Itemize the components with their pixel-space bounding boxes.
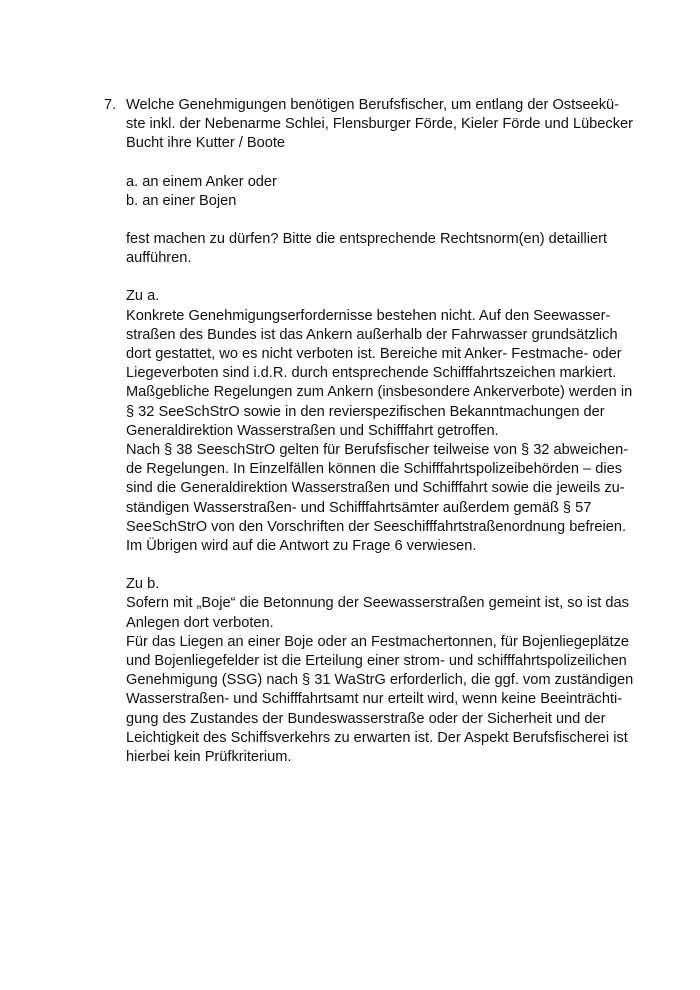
answer-a-line: de Regelungen. In Einzelfällen können die Schifffahrtspolizeibehörden – dies bbox=[126, 461, 623, 478]
question-text bbox=[126, 96, 633, 154]
answer-b-line: hierbei kein Prüfkriterium. bbox=[126, 749, 292, 766]
closing-line: fest machen zu dürfen? Bitte die entsprechende Rechtsnorm(en) detailliert bbox=[126, 231, 608, 248]
answer-a bbox=[126, 287, 633, 556]
question-options bbox=[126, 173, 624, 211]
answer-b-line: Wasserstraßen- und Schifffahrtsamt nur erteilt wird, wenn keine Beeinträchti- bbox=[126, 691, 623, 708]
question-line: Bucht ihre Kutter / Boote bbox=[126, 135, 285, 152]
question-closing bbox=[126, 230, 624, 268]
answer-b bbox=[126, 575, 634, 767]
answer-a-line: § 32 SeeSchStrO sowie in den revierspezifischen Bekanntmachungen der bbox=[126, 403, 605, 420]
answer-a-line: Nach § 38 SeeschStrO gelten für Berufsfischer teilweise von § 32 abweichen- bbox=[126, 442, 629, 459]
answer-a-line: SeeSchStrO von den Vorschriften der Seeschifffahrtstraßenordnung befreien. bbox=[126, 518, 626, 535]
answer-a-line: Generaldirektion Wasserstraßen und Schifffahrt getroffen. bbox=[126, 422, 499, 439]
answer-b-line: Anlegen dort verboten. bbox=[126, 614, 274, 631]
answer-a-heading: Zu a. bbox=[126, 288, 160, 305]
question-line: Welche Genehmigungen benötigen Berufsfischer, um entlang der Ostseekü- bbox=[126, 97, 619, 113]
question-number: 7. bbox=[104, 97, 117, 113]
answer-a-line: Maßgebliche Regelungen zum Ankern (insbesondere Ankerverbote) werden in bbox=[126, 384, 633, 401]
answer-a-line: Im Übrigen wird auf die Antwort zu Frage 6 verwiesen. bbox=[126, 538, 477, 555]
answer-a-line: dort gestattet, wo es nicht verboten ist. Bereiche mit Anker- Festmache- oder bbox=[126, 346, 622, 363]
answer-a-line: Konkrete Genehmigungserfordernisse bestehen nicht. Auf den Seewasser- bbox=[126, 307, 611, 324]
answer-a-line: Liegeverboten sind i.d.R. durch entsprechende Schifffahrtszeichen markiert. bbox=[126, 365, 617, 382]
answer-b-line: und Bojenliegefelder ist die Erteilung einer strom- und schifffahrtspolizeilichen bbox=[126, 653, 627, 670]
answer-a-line: straßen des Bundes ist das Ankern außerhalb der Fahrwasser grundsätzlich bbox=[126, 326, 618, 343]
answer-b-line: Für das Liegen an einer Boje oder an Festmachertonnen, für Bojenliegeplätze bbox=[126, 633, 629, 650]
question-7 bbox=[104, 96, 634, 767]
question-line: ste inkl. der Nebenarme Schlei, Flensburger Förde, Kieler Förde und Lübecker bbox=[126, 116, 633, 133]
option-b: b. an einer Bojen bbox=[126, 192, 237, 209]
answer-b-line: Sofern mit „Boje“ die Betonnung der Seewasserstraßen gemeint ist, so ist das bbox=[126, 595, 629, 612]
answer-b-line: Leichtigkeit des Schiffsverkehrs zu erwarten ist. Der Aspekt Berufsfischerei ist bbox=[126, 729, 628, 746]
answer-a-line: ständigen Wasserstraßen- und Schifffahrtsämter außerdem gemäß § 57 bbox=[126, 499, 592, 516]
closing-line: aufführen. bbox=[126, 250, 192, 267]
answer-b-heading: Zu b. bbox=[126, 576, 160, 593]
answer-a-line: sind die Generaldirektion Wasserstraßen und Schifffahrt sowie die jeweils zu- bbox=[126, 480, 625, 497]
answer-b-line: gung des Zustandes der Bundeswasserstraße oder der Sicherheit und der bbox=[126, 710, 606, 727]
answer-b-line: Genehmigung (SSG) nach § 31 WaStrG erforderlich, die ggf. vom zuständigen bbox=[126, 672, 634, 689]
option-a: a. an einem Anker oder bbox=[126, 173, 277, 190]
